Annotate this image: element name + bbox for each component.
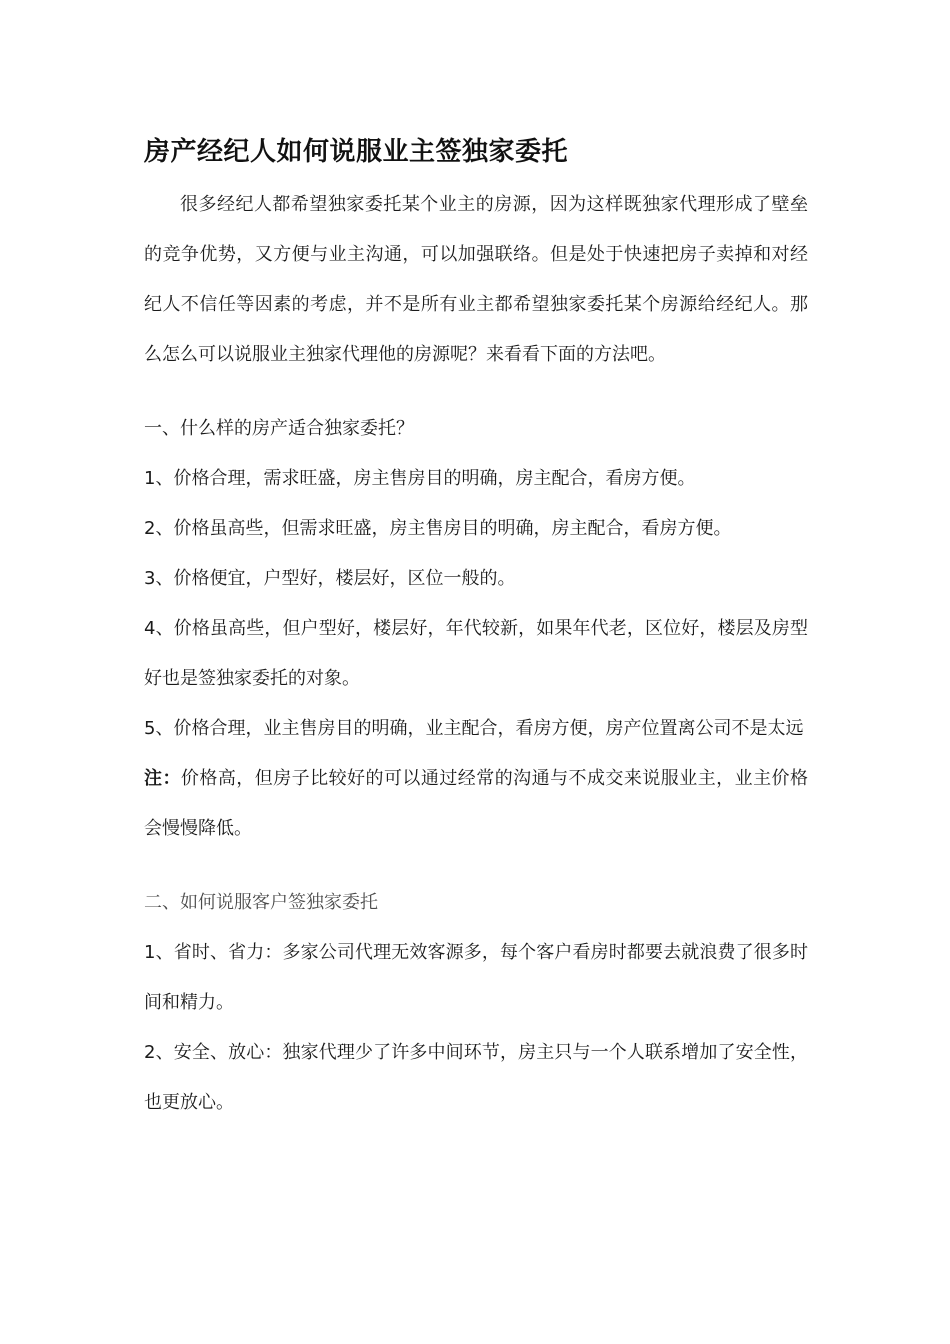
section2-item-1: 1、省时、省力：多家公司代理无效客源多，每个客户看房时都要去就浪费了很多时间和精力。	[144, 942, 808, 1013]
section1-item-3: 3、价格便宜，户型好，楼层好，区位一般的。	[144, 568, 516, 589]
section1-item-5: 5、价格合理，业主售房目的明确，业主配合，看房方便，房产位置离公司不是太远	[144, 718, 804, 739]
section1-item-1: 1、价格合理，需求旺盛，房主售房目的明确，房主配合，看房方便。	[144, 468, 696, 489]
section1-item-2: 2、价格虽高些，但需求旺盛，房主售房目的明确，房主配合，看房方便。	[144, 518, 732, 539]
section1-heading: 一、什么样的房产适合独家委托？	[144, 418, 414, 439]
document-title: 房产经纪人如何说服业主签独家委托	[144, 137, 569, 167]
note-label: 注：	[144, 768, 181, 789]
intro-paragraph: 很多经纪人都希望独家委托某个业主的房源，因为这样既独家代理形成了壁垒的竞争优势，又方便与业主沟通，可以加强联络。但是处于快速把房子卖掉和对经纪人不信任等因素的考虑，并不是所有业主都希望独家委托某个房源给经纪人。那么怎么可以说服业主独家代理他的房源呢？来看看下面的方法吧。	[144, 194, 808, 365]
section2-item-2: 2、安全、放心：独家代理少了许多中间环节，房主只与一个人联系增加了安全性，也更放心。	[144, 1042, 808, 1113]
section1-note	[144, 754, 808, 854]
section1-item-4: 4、价格虽高些，但户型好，楼层好，年代较新，如果年代老，区位好，楼层及房型好也是签独家委托的对象。	[144, 618, 808, 689]
document-body	[144, 130, 808, 1128]
note-text: 价格高，但房子比较好的可以通过经常的沟通与不成交来说服业主，业主价格会慢慢降低。	[144, 768, 809, 839]
section2-heading: 二、如何说服客户签独家委托	[144, 892, 378, 913]
